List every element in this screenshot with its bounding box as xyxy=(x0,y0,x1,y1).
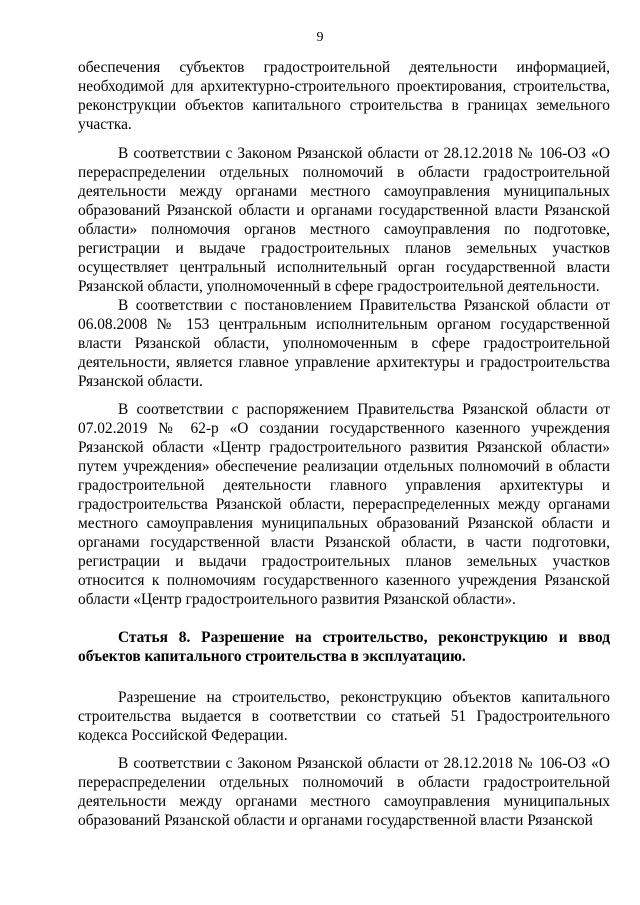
paragraph-order-62: В соответствии с распоряжением Правительства Рязанской области от 07.02.2019 № 62-р «О создании государственного казенного учреждения Рязанской области «Центр градостроительного развития Рязанской области» путем учреждения» обеспечение реализации отдельных полномочий в области градостроительной деятельности главного управления архитектуры и градостроительства Рязанской области, перераспределенных между органами местного самоуправления муниципальных образований Рязанской области и органами государственной власти Рязанской области, в части подготовки, регистрации и выдачи градостроительных планов земельных участков относится к полномочиям государственного казенного учреждения Рязанской области «Центр градостроительного развития Рязанской области». xyxy=(78,401,610,609)
page-number: 9 xyxy=(316,30,324,45)
paragraph-continuation-block xyxy=(78,58,610,134)
article-8-heading-block xyxy=(78,628,610,666)
paragraph-permit-block xyxy=(78,688,610,745)
paragraph-decree-153: В соответствии с постановлением Правительства Рязанской области от 06.08.2008 № 153 центральным исполнительным органом государственной власти Рязанской области, уполномоченным в сфере градостроительной деятельности, является главное управление архитектуры и градостроительства Рязанской области. xyxy=(78,297,610,391)
paragraph-decree-153-block xyxy=(78,296,610,391)
article-8-heading: Статья 8. Разрешение на строительство, реконструкцию и ввод объектов капитального строительства в эксплуатацию. xyxy=(78,629,610,666)
paragraph-law-106-block xyxy=(78,144,610,296)
paragraph-law-106: В соответствии с Законом Рязанской области от 28.12.2018 № 106-ОЗ «О перераспределении отдельных полномочий в области градостроительной деятельности между органами местного самоуправления муниципальных образований Рязанской области и органами государственной власти Рязанской области» полномочия органов местного самоуправления по подготовке, регистрации и выдаче градостроительных планов земельных участков осуществляет центральный исполнительный орган государственной власти Рязанской области, уполномоченный в сфере градостроительной деятельности. xyxy=(78,145,610,296)
paragraph-law-106-repeat: В соответствии с Законом Рязанской области от 28.12.2018 № 106-ОЗ «О перераспределении отдельных полномочий в области градостроительной деятельности между органами местного самоуправления муниципальных образований Рязанской области и органами государственной власти Рязанской xyxy=(78,755,610,830)
paragraph-law-106-repeat-block xyxy=(78,754,610,830)
paragraph-order-62-block xyxy=(78,400,610,610)
paragraph-permit: Разрешение на строительство, реконструкцию объектов капитального строительства выдается в соответствии со статьей 51 Градостроительного кодекса Российской Федерации. xyxy=(78,689,610,745)
paragraph-continuation: обеспечения субъектов градостроительной деятельности информацией, необходимой для архитектурно-строительного проектирования, строительства, реконструкции объектов капитального строительства в границах земельного участка. xyxy=(78,59,610,134)
